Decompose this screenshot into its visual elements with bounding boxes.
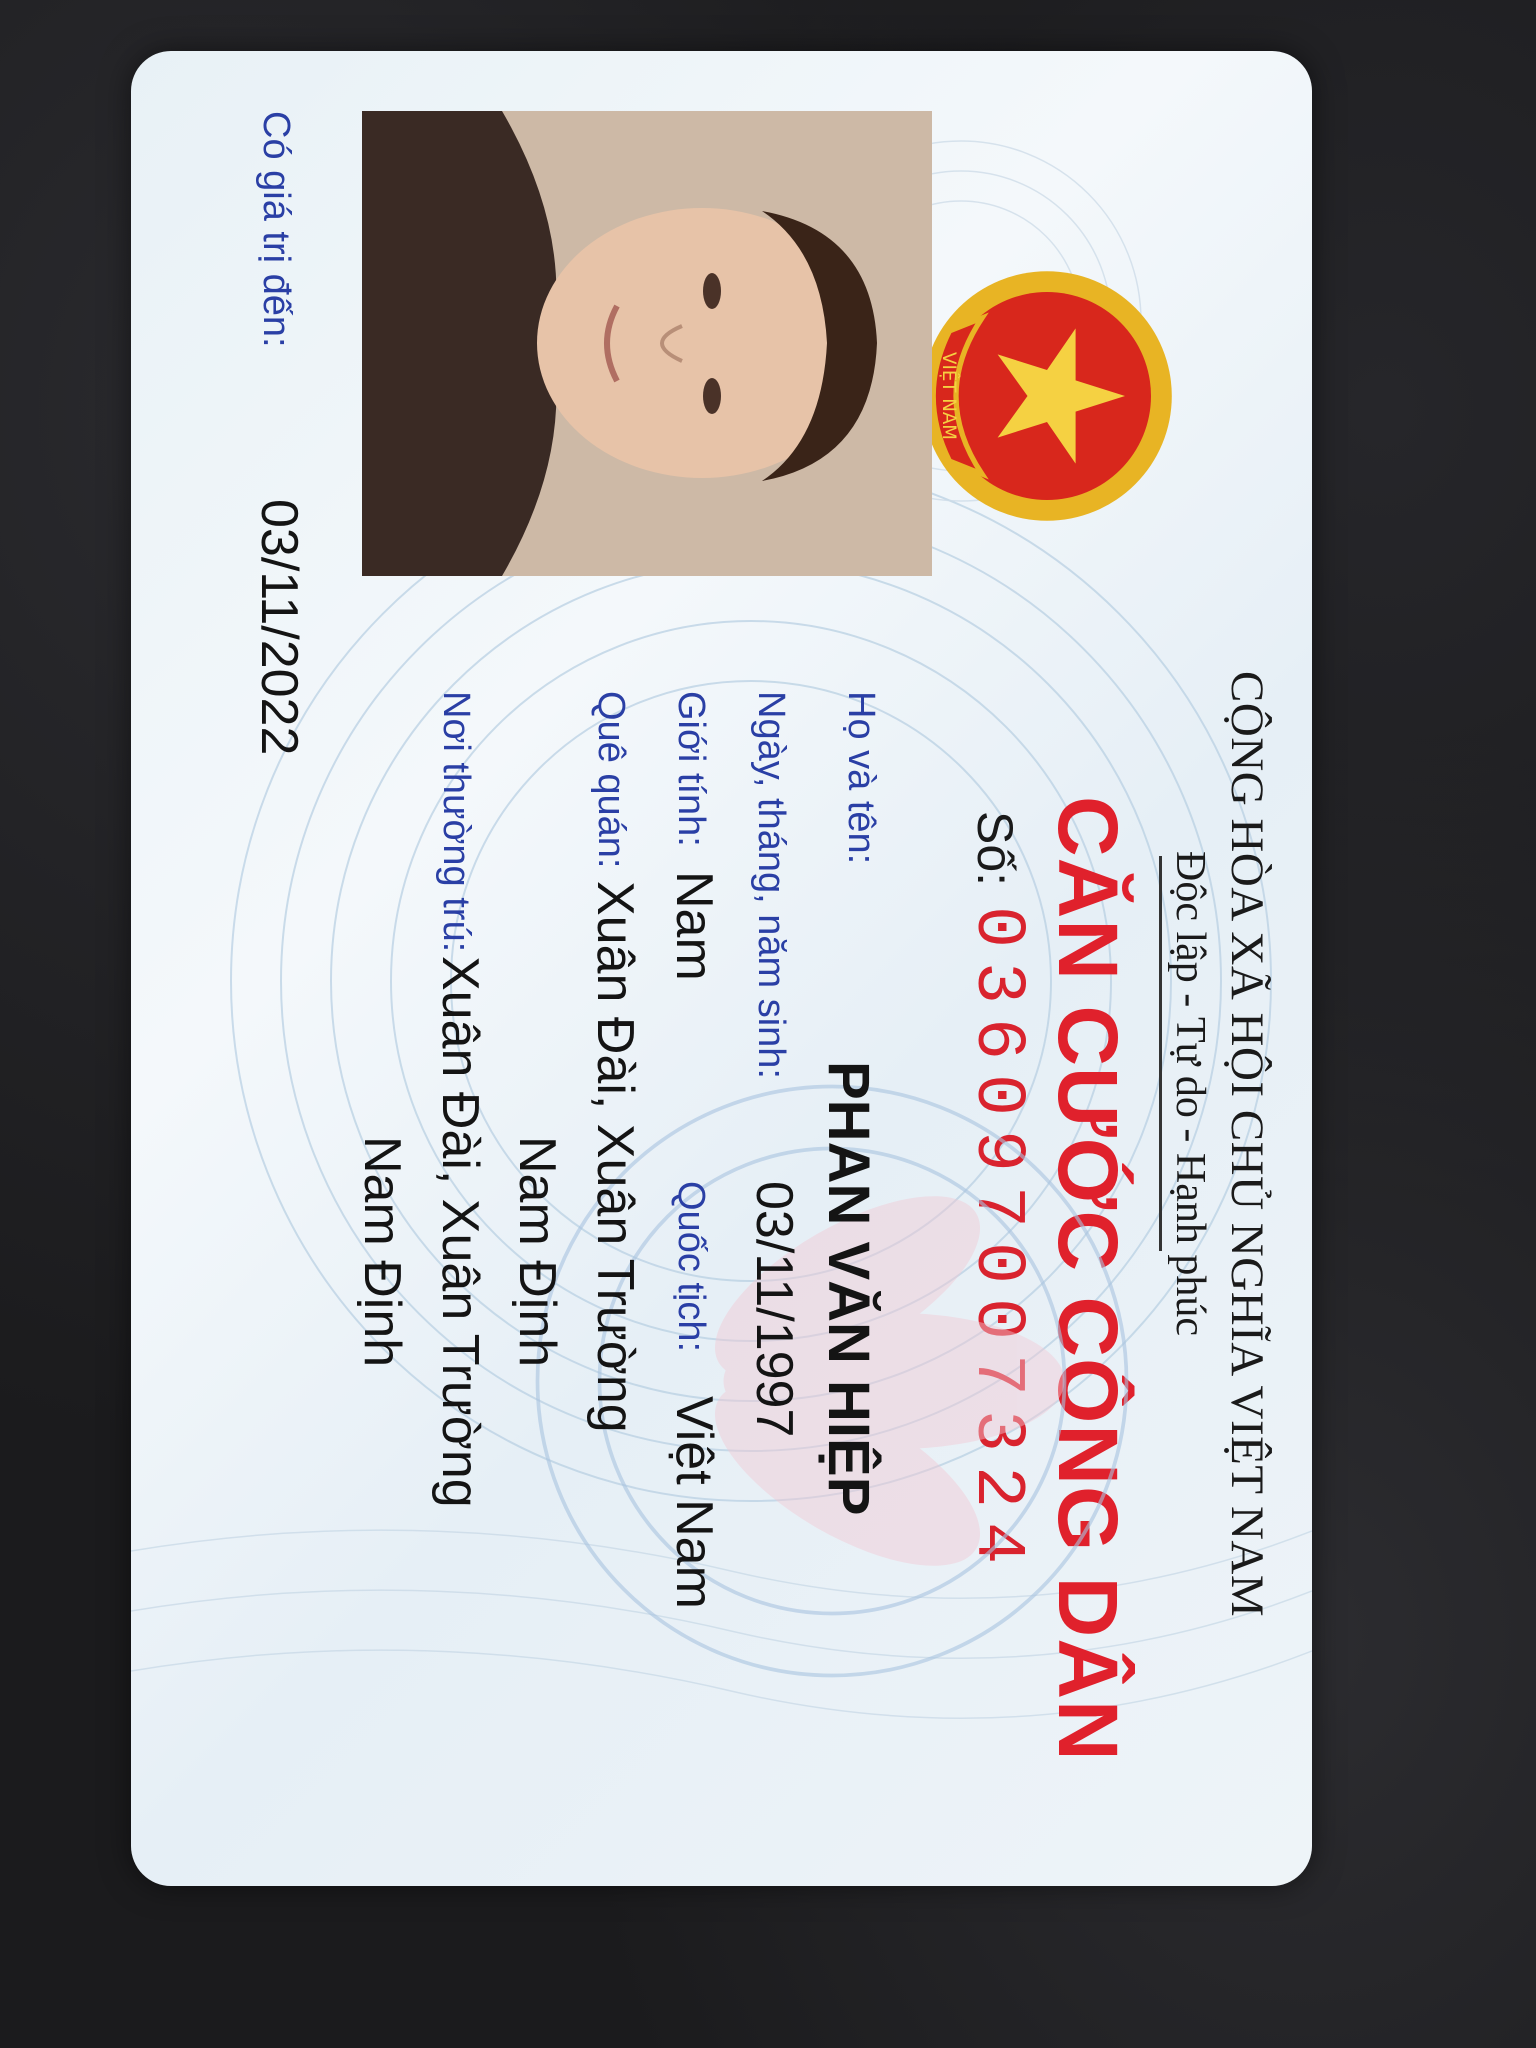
portrait-photo <box>362 111 932 576</box>
id-number: 036097007324 <box>957 906 1036 1579</box>
nationality-value: Việt Nam <box>665 1396 723 1609</box>
expiry-label: Có giá trị đến: <box>255 111 297 348</box>
card-content <box>131 51 1312 1886</box>
hometown-value-line2: Nam Định <box>508 1136 566 1368</box>
motto-underline <box>1159 856 1162 1251</box>
residence-label: Nơi thường trú: <box>435 691 477 953</box>
residence-value-line1: Xuân Đài, Xuân Trường <box>431 956 489 1508</box>
hometown-label: Quê quán: <box>590 691 632 869</box>
nationality-label: Quốc tịch: <box>670 1181 712 1353</box>
id-card <box>131 51 1312 1886</box>
national-emblem-icon <box>917 266 1177 526</box>
portrait-illustration <box>362 111 932 576</box>
expiry-value: 03/11/2022 <box>250 499 308 756</box>
republic-heading: CỘNG HÒA XÃ HỘI CHỦ NGHĨA VIỆT NAM <box>1221 671 1273 1618</box>
emblem-text: VIỆT NAM <box>938 352 959 440</box>
sex-label: Giới tính: <box>670 691 712 847</box>
motto: Độc lập - Tự do - Hạnh phúc <box>1167 851 1213 1337</box>
residence-value-line2: Nam Định <box>353 1136 411 1368</box>
name-value: PHAN VĂN HIỆP <box>816 1061 881 1516</box>
number-label: Số: <box>967 811 1023 887</box>
sex-value: Nam <box>665 871 723 981</box>
dob-label: Ngày, tháng, năm sinh: <box>750 691 792 1079</box>
name-label: Họ và tên: <box>840 691 882 865</box>
card-title: CĂN CƯỚC CÔNG DÂN <box>1041 796 1135 1762</box>
hometown-value-line1: Xuân Đài, Xuân Trường <box>586 881 644 1433</box>
dob-value: 03/11/1997 <box>745 1181 803 1438</box>
